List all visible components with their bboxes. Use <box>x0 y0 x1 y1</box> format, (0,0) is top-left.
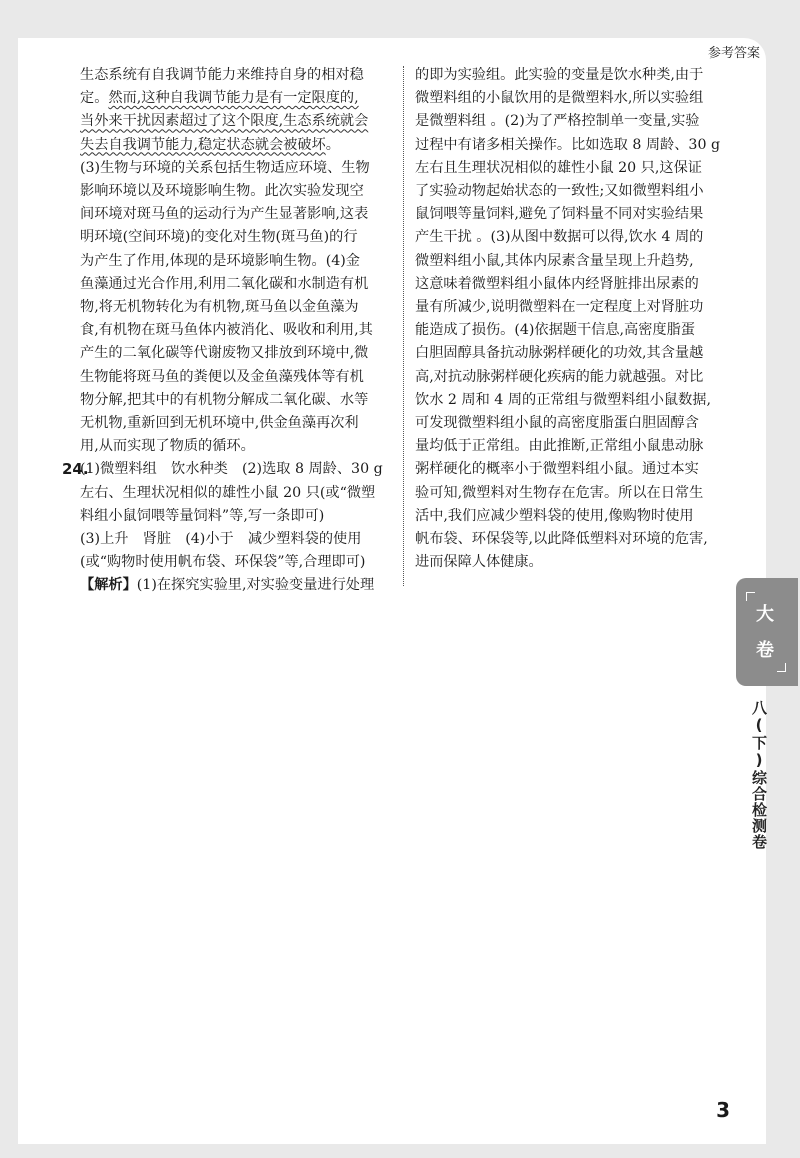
question-24-answer <box>62 458 395 597</box>
text-line: 产生干扰 。(3)从图中数据可以得,饮水 4 周的 <box>415 229 704 246</box>
text-line: (3)上升 肾脏 (4)小于 减少塑料袋的使用 <box>80 531 362 548</box>
text-line: 为产生了作用,体现的是环境影响生物。(4)金 <box>80 252 360 269</box>
text-line: 量均低于正常组。由此推断,正常组小鼠患动脉 <box>415 438 704 455</box>
column-divider <box>403 66 404 586</box>
text-line: 生态系统有自我调节能力来维持自身的相对稳 <box>80 67 364 83</box>
right-column <box>415 64 725 574</box>
bracket-corner-bottom-right <box>777 663 786 672</box>
text-line: 无机物,重新回到无机环境中,供金鱼藻再次利 <box>80 415 359 432</box>
text-line: (1)微塑料组 饮水种类 (2)选取 8 周龄、30 g <box>80 461 383 478</box>
text-line: 影响环境以及环境影响生物。此次实验发现空 <box>80 183 364 200</box>
text-line <box>80 87 395 110</box>
analysis-tag: 【解析】 <box>80 577 137 594</box>
text-line: 用,从而实现了物质的循环。 <box>80 438 255 455</box>
text-line: 粥样硬化的概率小于微塑料组小鼠。通过本实 <box>415 461 699 478</box>
side-tab-char: 大 <box>756 604 774 625</box>
text-line: 生物能将斑马鱼的粪便以及金鱼藻残体等有机 <box>80 368 364 385</box>
text-line: 这意味着微塑料组小鼠体内经肾脏排出尿素的 <box>415 275 699 292</box>
text-line <box>80 134 395 157</box>
text-line: 食,有机物在斑马鱼体内被消化、吸收和利用,其 <box>80 322 373 339</box>
text-line: 明环境(空间环境)的变化对生物(斑马鱼)的行 <box>80 229 358 246</box>
text-line: 饮水 2 周和 4 周的正常组与微塑料组小鼠数据, <box>415 391 711 408</box>
question-number: 24. <box>62 460 89 479</box>
text-line: 微塑料组的小鼠饮用的是微塑料水,所以实验组 <box>415 90 704 107</box>
text-line: 物分解,把其中的有机物分解成二氧化碳、水等 <box>80 391 369 408</box>
volume-side-tab <box>736 578 798 686</box>
text-line: 帆布袋、环保袋等,以此降低塑料对环境的危害, <box>415 531 708 548</box>
text-line: 鱼藻通过光合作用,利用二氧化碳和水制造有机 <box>80 275 369 292</box>
text-line: (3)生物与环境的关系包括生物适应环境、生物 <box>80 159 370 176</box>
text-line: 料组小鼠饲喂等量饲料”等,写一条即可) <box>80 507 325 524</box>
text-line: 的即为实验组。此实验的变量是饮水种类,由于 <box>415 67 704 83</box>
text-line: 活中,我们应减少塑料袋的使用,像购物时使用 <box>415 507 694 524</box>
text-line: (或“购物时使用帆布袋、环保袋”等,合理即可) <box>80 554 366 571</box>
text-line: 量有所减少,说明微塑料在一定程度上对肾脏功 <box>415 299 704 316</box>
text-line: 产生的二氧化碳等代谢废物又排放到环境中,微 <box>80 345 369 362</box>
text-line: 微塑料组小鼠,其体内尿素含量呈现上升趋势, <box>415 252 694 269</box>
text-line: 可发现微塑料组小鼠的高密度脂蛋白胆固醇含 <box>415 415 699 432</box>
text-line: 鼠饲喂等量饲料,避免了饲料量不同对实验结果 <box>415 206 704 223</box>
text-line <box>80 574 395 597</box>
text-line: 了实验动物起始状态的一致性;又如微塑料组小 <box>415 183 704 200</box>
text-line: 过程中有诸多相关操作。比如选取 8 周龄、30 g <box>415 136 721 153</box>
left-column <box>62 64 395 598</box>
text-line: 左右、生理状况相似的雄性小鼠 20 只(或“微塑 <box>80 484 376 501</box>
wavy-underlined-line: 当外来干扰因素超过了这个限度,生态系统就会 <box>80 113 369 130</box>
bracket-corner-top-left <box>746 592 755 601</box>
text-line: 进而保障人体健康。 <box>415 554 543 571</box>
text-segment: (1)在探究实验里,对实验变量进行处理 <box>136 577 375 594</box>
text-line: 是微塑料组 。(2)为了严格控制单一变量,实验 <box>415 113 700 130</box>
text-line: 能造成了损伤。(4)依据题干信息,高密度脂蛋 <box>415 322 695 339</box>
section-vertical-label: 八(下)综合检测卷 <box>750 700 768 850</box>
text-segment: 。 <box>325 136 340 153</box>
text-segment: 定。 <box>80 90 109 107</box>
text-line: 白胆固醇具备抗动脉粥样硬化的功效,其含量越 <box>415 345 704 362</box>
wavy-underlined-text: 失去自我调节能力,稳定状态就会被破坏 <box>80 136 326 153</box>
page-number: 3 <box>716 1098 730 1122</box>
text-line: 物,将无机物转化为有机物,斑马鱼以金鱼藻为 <box>80 299 359 316</box>
text-line: 左右且生理状况相似的雄性小鼠 20 只,这保证 <box>415 159 702 176</box>
side-tab-char: 卷 <box>756 640 774 661</box>
text-line: 间环境对斑马鱼的运动行为产生显著影响,这表 <box>80 206 369 223</box>
text-line: 高,对抗动脉粥样硬化疾病的能力就越强。对比 <box>415 368 704 385</box>
header-label: 参考答案 <box>707 46 760 61</box>
wavy-underlined-text: 然而,这种自我调节能力是有一定限度的, <box>108 90 359 107</box>
text-line: 验可知,微塑料对生物存在危害。所以在日常生 <box>415 484 704 501</box>
